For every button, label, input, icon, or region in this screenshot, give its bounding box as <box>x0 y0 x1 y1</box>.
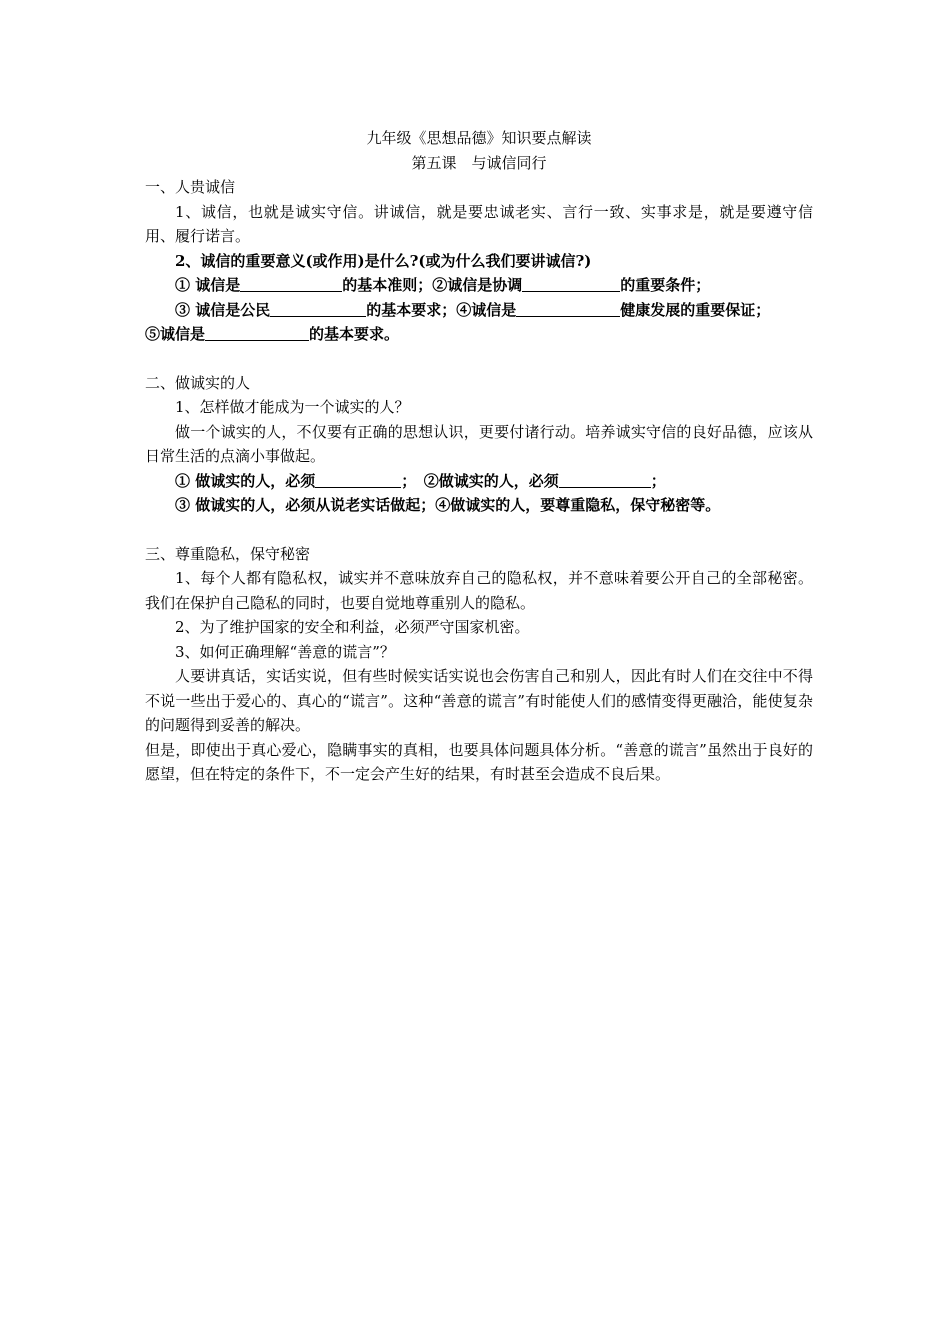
section1-fill-line-1: ① 诚信是 的基本准则；②诚信是协调 的重要条件； <box>175 276 711 294</box>
section1-fill-line-2: ③ 诚信是公民 的基本要求；④诚信是 健康发展的重要保证； <box>175 300 771 319</box>
section2-fill-line-1: ① 做诚实的人，必须 ； ②做诚实的人，必须 ； <box>175 471 666 490</box>
section3-paragraph-1: 1、每个人都有隐私权，诚实并不意味放弃自己的隐私权，并不意味着要公开自己的全部秘密。我们在保护自己隐私的同时，也要自觉地尊重别人的隐私。 <box>145 569 813 612</box>
section3-paragraph-5: 但是，即使出于真心爱心，隐瞒事实的真相，也要具体问题具体分析。“善意的谎言”虽然出于良好的愿望，但在特定的条件下，不一定会产生好的结果，有时甚至会造成不良后果。 <box>145 740 813 783</box>
section-heading-1: 一、人贵诚信 <box>145 178 236 196</box>
section-heading-2: 二、做诚实的人 <box>145 373 251 392</box>
section1-paragraph-1: 1、诚信，也就是诚实守信。讲诚信，就是要忠诚老实、言行一致、实事求是，就是要遵守信用、履行诺言。 <box>145 202 813 245</box>
document-title: 九年级《思想品德》知识要点解读 <box>366 129 592 147</box>
lesson-title: 第五课 与诚信同行 <box>411 153 547 172</box>
section3-paragraph-2: 2、为了维护国家的安全和利益，必须严守国家机密。 <box>175 618 530 636</box>
section1-question-2: 2、诚信的重要意义(或作用)是什么?(或为什么我们要讲诚信?) <box>175 251 592 270</box>
fill-blank[interactable] <box>559 471 651 488</box>
spacer <box>145 347 813 371</box>
section1-fill-line-3: ⑤诚信是 的基本要求。 <box>145 325 400 343</box>
spacer <box>145 518 813 542</box>
section2-line-2: ③ 做诚实的人，必须从说老实话做起；④做诚实的人，要尊重隐私，保守秘密等。 <box>175 496 721 514</box>
section-heading-3: 三、尊重隐私，保守秘密 <box>145 544 311 563</box>
section2-paragraph-1: 做一个诚实的人，不仅要有正确的思想认识，更要付诸行动。培养诚实守信的良好品德，应该从日常生活的点滴小事做起。 <box>145 422 813 465</box>
section2-question-1: 1、怎样做才能成为一个诚实的人？ <box>175 398 410 416</box>
fill-blank[interactable] <box>516 300 620 317</box>
fill-blank[interactable] <box>270 300 366 317</box>
section3-question-3: 3、如何正确理解“善意的谎言”？ <box>175 642 395 661</box>
fill-blank[interactable] <box>205 324 309 341</box>
fill-blank[interactable] <box>522 275 620 292</box>
fill-blank[interactable] <box>315 471 401 488</box>
document-body <box>145 126 813 787</box>
section3-paragraph-4: 人要讲真话，实话实说，但有些时候实话实说也会伤害自己和别人，因此有时人们在交往中不得不说一些出于爱心的、真心的“谎言”。这种“善意的谎言”有时能使人们的感情变得更融洽，能使复杂的问题得到妥善的解决。 <box>145 667 813 734</box>
fill-blank[interactable] <box>240 275 342 292</box>
